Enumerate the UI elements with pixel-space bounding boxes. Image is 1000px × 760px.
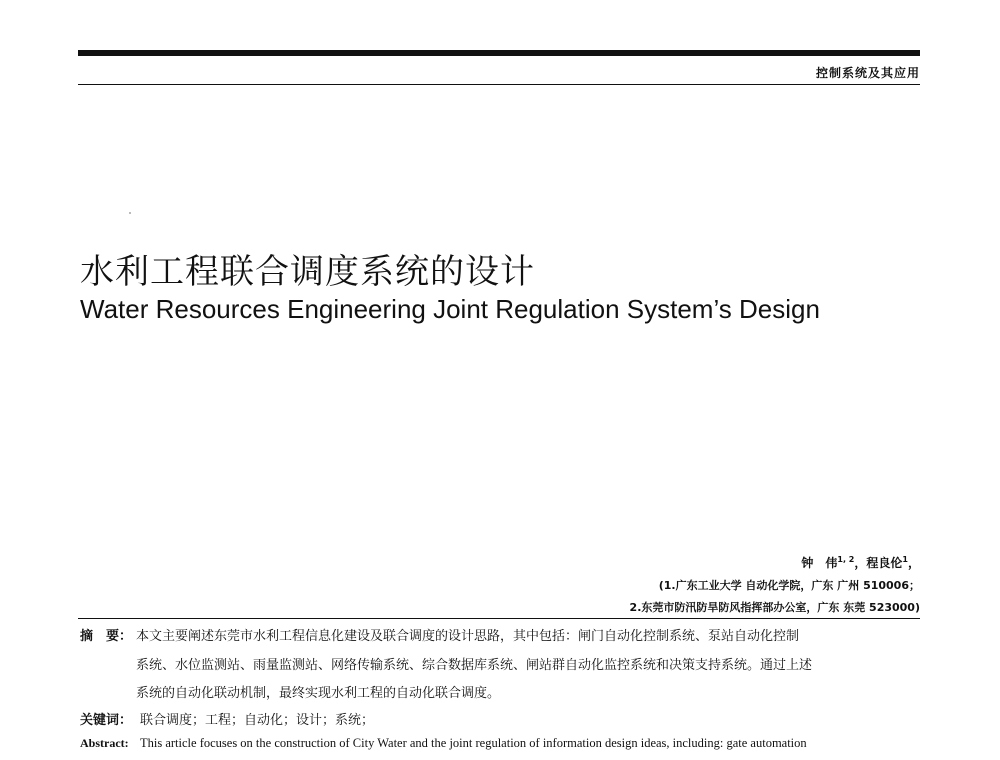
header-bottom-rule	[78, 84, 920, 85]
keywords-label: 关键词：	[80, 713, 133, 728]
keywords-value: 联合调度；工程；自动化；设计；系统；	[140, 713, 375, 728]
affiliation-2: 2.东莞市防汛防旱防风指挥部办公室，广东 东莞 523000)	[629, 601, 920, 614]
author-2-affiliation-mark: 1	[902, 555, 908, 564]
abstract-cn-line-2: 系统、水位监测站、雨量监测站、网络传输系统、综合数据库系统、闸站群自动化监控系统和决策支持系统。通过上述	[136, 658, 813, 673]
section-label: 控制系统及其应用	[815, 66, 920, 80]
author-2-name: 程良伦	[866, 556, 903, 570]
abstract-en-label: Abstract:	[80, 736, 129, 750]
author-1-affiliation-mark: 1, 2	[837, 555, 855, 564]
title-english: Water Resources Engineering Joint Regulation System’s Design	[80, 294, 820, 324]
authors-line	[801, 554, 920, 571]
scan-speck	[129, 212, 131, 214]
author-trailing-mark: ，	[907, 556, 920, 570]
header-top-rule	[78, 50, 920, 56]
abstract-cn-line-1: 本文主要阐述东莞市水利工程信息化建设及联合调度的设计思路，其中包括：闸门自动化控制系统、泵站自动化控制	[136, 629, 800, 644]
author-separator: ，	[854, 556, 867, 570]
affiliation-1: (1.广东工业大学 自动化学院，广东 广州 510006；	[658, 579, 920, 592]
abstract-cn-label: 摘 要：	[80, 629, 133, 644]
author-1-name: 钟 伟	[801, 556, 838, 570]
title-chinese: 水利工程联合调度系统的设计	[80, 252, 535, 292]
abstract-cn-line-3: 系统的自动化联动机制，最终实现水利工程的自动化联合调度。	[136, 686, 501, 701]
abstract-en-text: This article focuses on the construction of City Water and the joint regulation of information design ideas, including: gate automation	[140, 736, 807, 750]
abstract-rule	[78, 618, 920, 619]
